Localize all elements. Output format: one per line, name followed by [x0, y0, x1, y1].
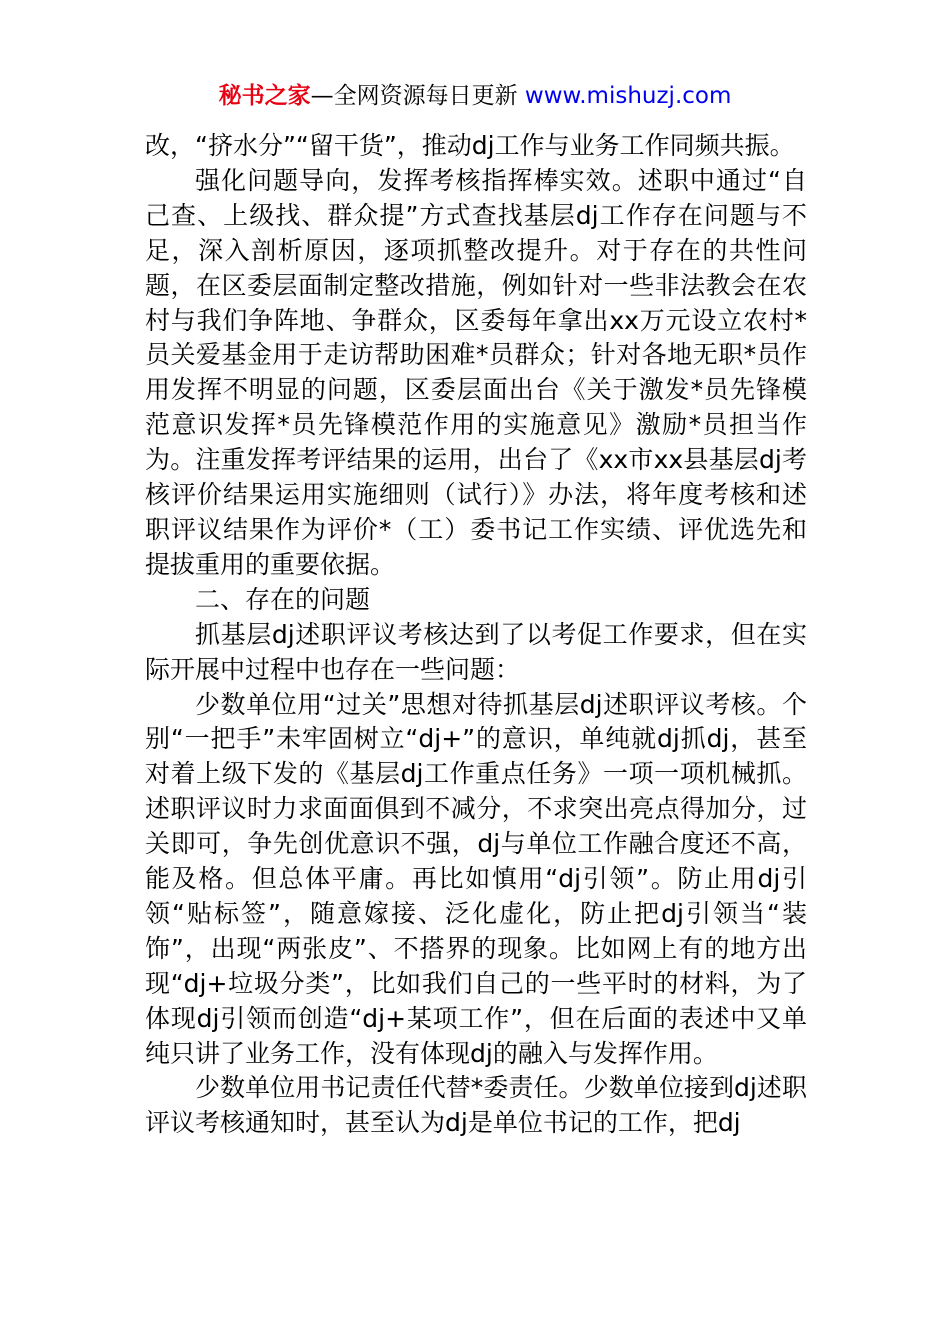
paragraph-continuation: 改，“挤水分”“留干货”，推动dj工作与业务工作同频共振。 [145, 131, 795, 160]
paragraph-problems-intro: 抓基层dj述职评议考核达到了以考促工作要求，但在实际开展中过程中也存在一些问题： [145, 619, 807, 684]
paragraph-pass-mentality: 少数单位用“过关”思想对待抓基层dj述职评议考核。个别“一把手”未牢固树立“dj+”的意识，单纯就dj抓dj，甚至对着上级下发的《基层dj工作重点任务》一项一项机械抓。述职评议时力求面面俱到不减分，不求突出亮点得加分，过关即可，争先创优意识不强，dj与单位工作融合度还不高，能及格。但总体平庸。再比如慎用“dj引领”。防止用dj引领“贴标签”，随意嫁接、泛化虚化，防止把dj引领当“装饰”，出现“两张皮”、不搭界的现象。比如网上有的地方出现“dj+垃圾分类”，比如我们自己的一些平时的材料，为了体现dj引领而创造“dj+某项工作”，但在后面的表述中又单纯只讲了业务工作，没有体现dj的融入与发挥作用。 [145, 689, 807, 1068]
paragraph-secretary-responsibility: 少数单位用书记责任代替*委责任。少数单位接到dj述职评议考核通知时，甚至认为dj是单位书记的工作，把dj [145, 1073, 807, 1138]
paragraph-problem-orientation: 强化问题导向，发挥考核指挥棒实效。述职中通过“自己查、上级找、群众提”方式查找基层dj工作存在问题与不足，深入剖析原因，逐项抓整改提升。对于存在的共性问题，在区委层面制定整改措施，例如针对一些非法教会在农村与我们争阵地、争群众，区委每年拿出xx万元设立农村*员关爱基金用于走访帮助困难*员群众；针对各地无职*员作用发挥不明显的问题，区委层面出台《关于激发*员先锋模范意识发挥*员先锋模范作用的实施意见》激励*员担当作为。注重发挥考评结果的运用，出台了《xx市xx县基层dj考核评价结果运用实施细则（试行）》办法，将年度考核和述职评议结果作为评价*（工）委书记工作实绩、评优选先和提拔重用的重要依据。 [145, 165, 807, 579]
site-url-link[interactable]: www.mishuzj.com [524, 83, 732, 109]
site-tagline: —全网资源每日更新 [310, 83, 525, 109]
site-banner [0, 80, 950, 112]
document-body [145, 129, 807, 1141]
site-brand-name: 秘书之家 [218, 83, 311, 109]
section-heading-existing-problems: 二、存在的问题 [195, 584, 371, 614]
